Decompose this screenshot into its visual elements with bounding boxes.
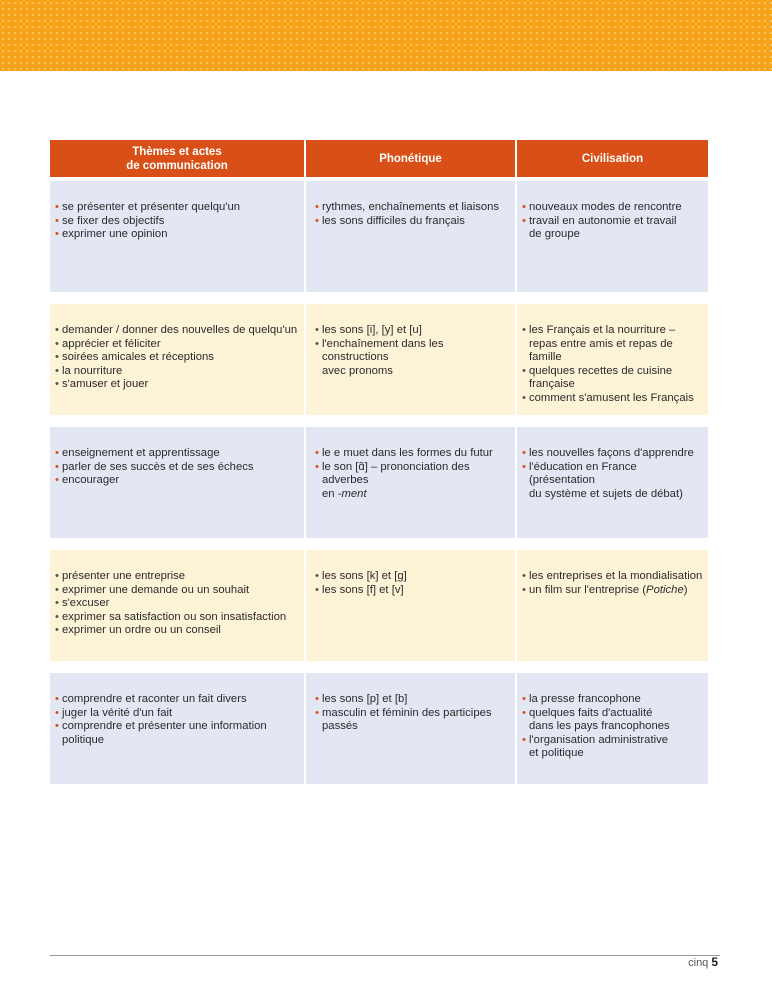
list-item: • parler de ses succès et de ses échecs (55, 461, 300, 475)
list-item: • présenter une entreprise (55, 570, 300, 584)
list-item: • rythmes, enchaînements et liaisons (315, 201, 511, 215)
header-phonetique: Phonétique (306, 140, 515, 177)
header-civilisation: Civilisation (517, 140, 708, 177)
list-item: • enseignement et apprentissage (55, 447, 300, 461)
list-item: • les Français et la nourriture – repas entre amis et repas de famille (522, 324, 704, 365)
list-item: • encourager (55, 474, 300, 488)
list-item: • exprimer une demande ou un souhait (55, 584, 300, 598)
page-digit: 5 (711, 955, 718, 969)
list-item: • les sons [p] et [b] (315, 693, 511, 707)
list-item-text-end: ) (683, 583, 688, 596)
civilisation-cell (517, 673, 708, 784)
list-item: • masculin et féminin des participes passés (315, 707, 511, 734)
list-item: • les nouvelles façons d'apprendre (522, 447, 704, 461)
phonetique-cell (306, 673, 515, 784)
themes-cell (50, 181, 304, 292)
table-header (50, 140, 708, 177)
table-row (50, 181, 708, 292)
list-item: • se fixer des objectifs (55, 215, 300, 229)
list-item: • travail en autonomie et travail de groupe (522, 215, 704, 242)
list-item: • la presse francophone (522, 693, 704, 707)
table-row (50, 427, 708, 538)
list-item: • l'éducation en France (présentation du système et sujets de débat) (522, 461, 704, 502)
list-item: • quelques recettes de cuisine française (522, 365, 704, 392)
film-title: Potiche (646, 583, 684, 596)
list-item: • exprimer un ordre ou un conseil (55, 624, 300, 638)
list-item: • exprimer une opinion (55, 228, 300, 242)
list-item: • les sons difficiles du français (315, 215, 511, 229)
list-item: • se présenter et présenter quelqu'un (55, 201, 300, 215)
decorative-top-band (0, 0, 772, 71)
list-item: • juger la vérité d'un fait (55, 707, 300, 721)
list-item: • nouveaux modes de rencontre (522, 201, 704, 215)
table-row (50, 550, 708, 661)
list-item: • les sons [i], [y] et [u] (315, 324, 511, 338)
list-item: • apprécier et féliciter (55, 338, 300, 352)
phonetique-cell (306, 427, 515, 538)
phonetique-cell (306, 304, 515, 415)
themes-cell (50, 673, 304, 784)
list-item: • comment s'amusent les Français (522, 392, 704, 406)
themes-cell (50, 550, 304, 661)
page-number (688, 955, 718, 969)
civilisation-cell (517, 427, 708, 538)
list-item: • demander / donner des nouvelles de quelqu'un (55, 324, 300, 338)
themes-cell (50, 304, 304, 415)
list-item (315, 461, 511, 502)
list-item: • les entreprises et la mondialisation (522, 570, 704, 584)
phonetique-cell (306, 181, 515, 292)
list-item: • les sons [k] et [g] (315, 570, 511, 584)
italic-suffix: -ment (337, 487, 367, 500)
footer-divider (50, 955, 720, 956)
list-item-text: le son [ɑ̃] – prononciation des adverbes en (322, 460, 470, 500)
list-item: • l'enchaînement dans les constructions avec pronoms (315, 338, 511, 379)
civilisation-cell (517, 304, 708, 415)
list-item: • s'excuser (55, 597, 300, 611)
table-row (50, 304, 708, 415)
civilisation-cell (517, 181, 708, 292)
list-item: • quelques faits d'actualité dans les pays francophones (522, 707, 704, 734)
list-item: • comprendre et présenter une information politique (55, 720, 300, 747)
themes-cell (50, 427, 304, 538)
header-themes: Thèmes et actes de communication (50, 140, 304, 177)
contents-table (50, 140, 708, 796)
civilisation-cell (517, 550, 708, 661)
list-item: • les sons [f] et [v] (315, 584, 511, 598)
list-item: • soirées amicales et réceptions (55, 351, 300, 365)
table-row (50, 673, 708, 784)
phonetique-cell (306, 550, 515, 661)
list-item-text: un film sur l'entreprise ( (529, 583, 647, 596)
list-item: • la nourriture (55, 365, 300, 379)
list-item (522, 584, 704, 598)
page-word: cinq (688, 957, 709, 969)
list-item: • le e muet dans les formes du futur (315, 447, 511, 461)
list-item: • l'organisation administrative et politique (522, 734, 704, 761)
list-item: • comprendre et raconter un fait divers (55, 693, 300, 707)
list-item: • exprimer sa satisfaction ou son insatisfaction (55, 611, 300, 625)
list-item: • s'amuser et jouer (55, 378, 300, 392)
